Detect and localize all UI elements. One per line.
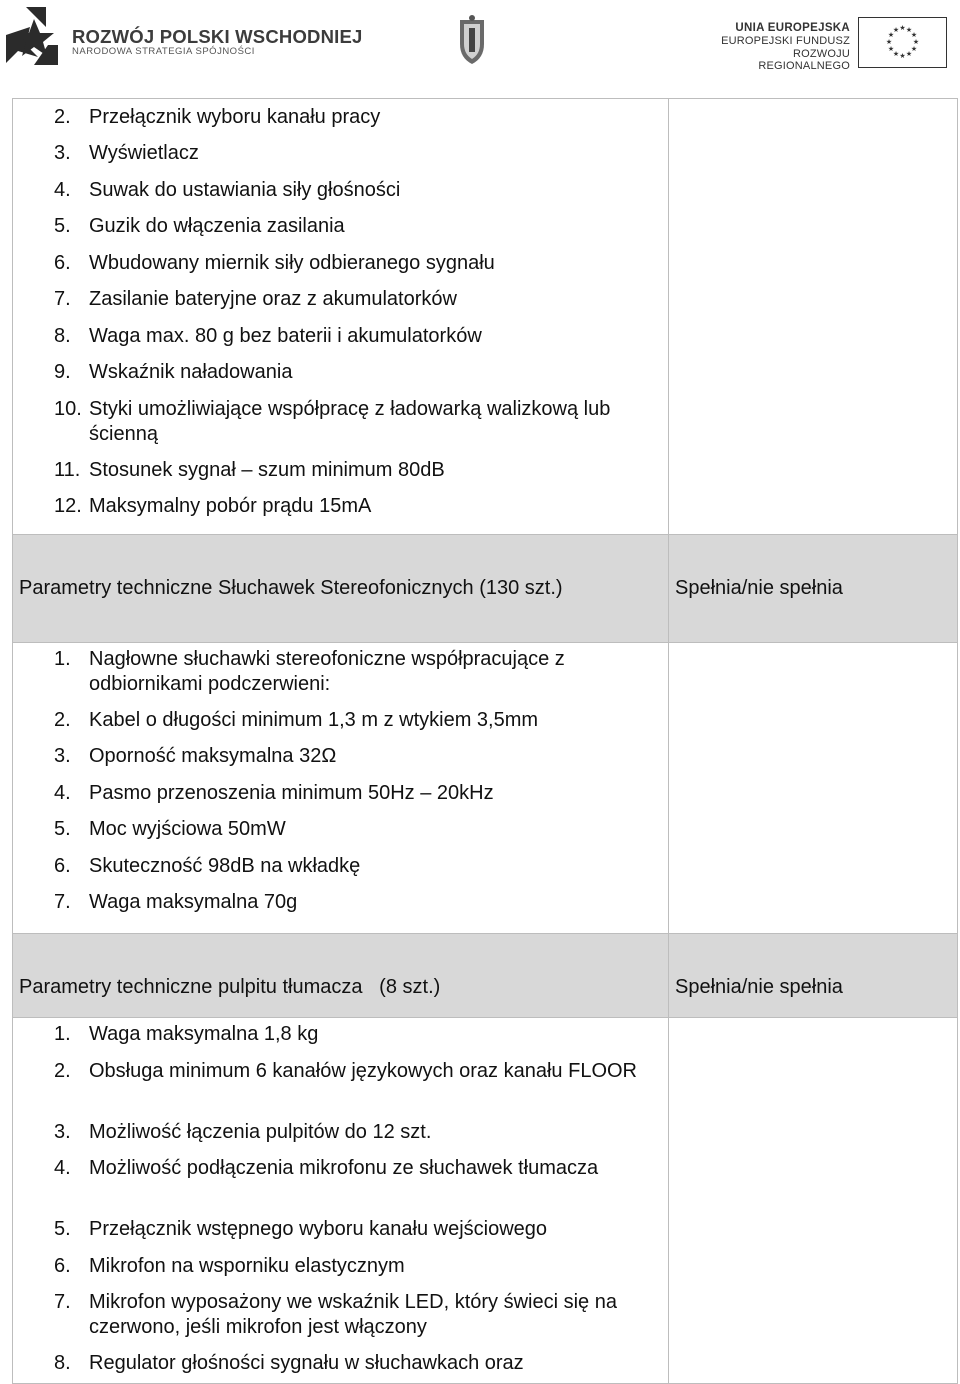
eu-line-2: EUROPEJSKI FUNDUSZ [721, 35, 850, 47]
svg-text:★: ★ [892, 50, 900, 58]
section2-compliance-cell [669, 643, 957, 933]
crest-logo-icon [454, 14, 490, 66]
section3-compliance-header-cell [669, 934, 957, 1017]
section3-list-cell: 1. Waga maksymalna 1,8 kg 2. Obsługa minimum 6 kanałów językowych oraz kanału FLOOR 3. Możliwość łączenia pulpitów do 12 szt. 4. Możliwość podłączenia mikrofonu ze słuchawek tłumacza 5. Przełącznik wstępnego wyboru kanału wejściowego 6. Mikrofon na wsporniku elastycznym 7. Mikrofon wyposażony we wskaźnik LED, który świeci się na czerwono, jeśli mikrofon jest włączony 8. Regulator głośności sygnału w słuchawkach oraz [13, 1018, 669, 1383]
svg-text:★: ★ [912, 38, 920, 46]
section2-header-cell [13, 535, 669, 642]
rps-title: ROZWÓJ POLSKI WSCHODNIEJ [72, 26, 363, 47]
svg-text:★: ★ [892, 26, 900, 34]
svg-text:★: ★ [905, 26, 913, 34]
section3-compliance-cell [669, 1018, 957, 1383]
eu-line-1: UNIA EUROPEJSKA [735, 22, 850, 34]
rps-star-logo-icon [4, 5, 60, 67]
page-header [0, 0, 960, 90]
section3-header-cell [13, 934, 669, 1017]
svg-text:★: ★ [899, 24, 906, 32]
section2-header-row [13, 535, 957, 643]
svg-text:★: ★ [910, 45, 918, 53]
section2-title: Parametry techniczne Słuchawek Stereofonicznych (130 szt.) [19, 577, 563, 599]
section1-compliance-cell [669, 99, 957, 534]
section1-row [13, 98, 957, 535]
section1-list-cell: 2. Przełącznik wyboru kanału pracy 3. Wyświetlacz 4. Suwak do ustawiania siły głośności 5. Guzik do włączenia zasilania 6. Wbudowany miernik siły odbieranego sygnału 7. Zasilanie bateryjne oraz z akumulatorków 8. Waga max. 80 g bez baterii i akumulatorków 9. Wskaźnik naładowania 10. Styki umożliwiające współpracę z ładowarką walizkową lub ścienną 11. Stosunek sygnał – szum minimum 80dB 12. Maksymalny pobór prądu 15mA [13, 99, 669, 534]
section2-list-cell: 1. Nagłowne słuchawki stereofoniczne współpracujące z odbiornikami podczerwieni: 2. Kabel o długości minimum 1,3 m z wtykiem 3,5mm 3. Oporność maksymalna 32Ω 4. Pasmo przenoszenia minimum 50Hz – 20kHz 5. Moc wyjściowa 50mW 6. Skuteczność 98dB na wkładkę 7. Waga maksymalna 70g [13, 643, 669, 933]
section2-compliance-header-cell [669, 535, 957, 642]
section2-row [13, 643, 957, 934]
spec-table [12, 98, 958, 1384]
svg-text:★: ★ [887, 31, 895, 39]
svg-text:★: ★ [905, 50, 913, 58]
section3-compliance-label: Spełnia/nie spełnia [675, 976, 843, 998]
svg-text:★: ★ [885, 38, 893, 46]
rps-subtitle: NARODOWA STRATEGIA SPÓJNOŚCI [72, 46, 255, 57]
svg-text:★: ★ [887, 45, 895, 53]
svg-text:★: ★ [899, 52, 906, 60]
section3-row [13, 1018, 957, 1384]
section2-compliance-label: Spełnia/nie spełnia [675, 577, 843, 599]
section3-title: Parametry techniczne pulpitu tłumacza (8 szt.) [19, 976, 441, 998]
eu-line-3: ROZWOJU REGIONALNEGO [758, 47, 850, 72]
section3-header-row [13, 934, 957, 1018]
eu-flag-icon [858, 17, 947, 68]
eu-fund-text [700, 22, 850, 73]
svg-text:★: ★ [910, 31, 918, 39]
